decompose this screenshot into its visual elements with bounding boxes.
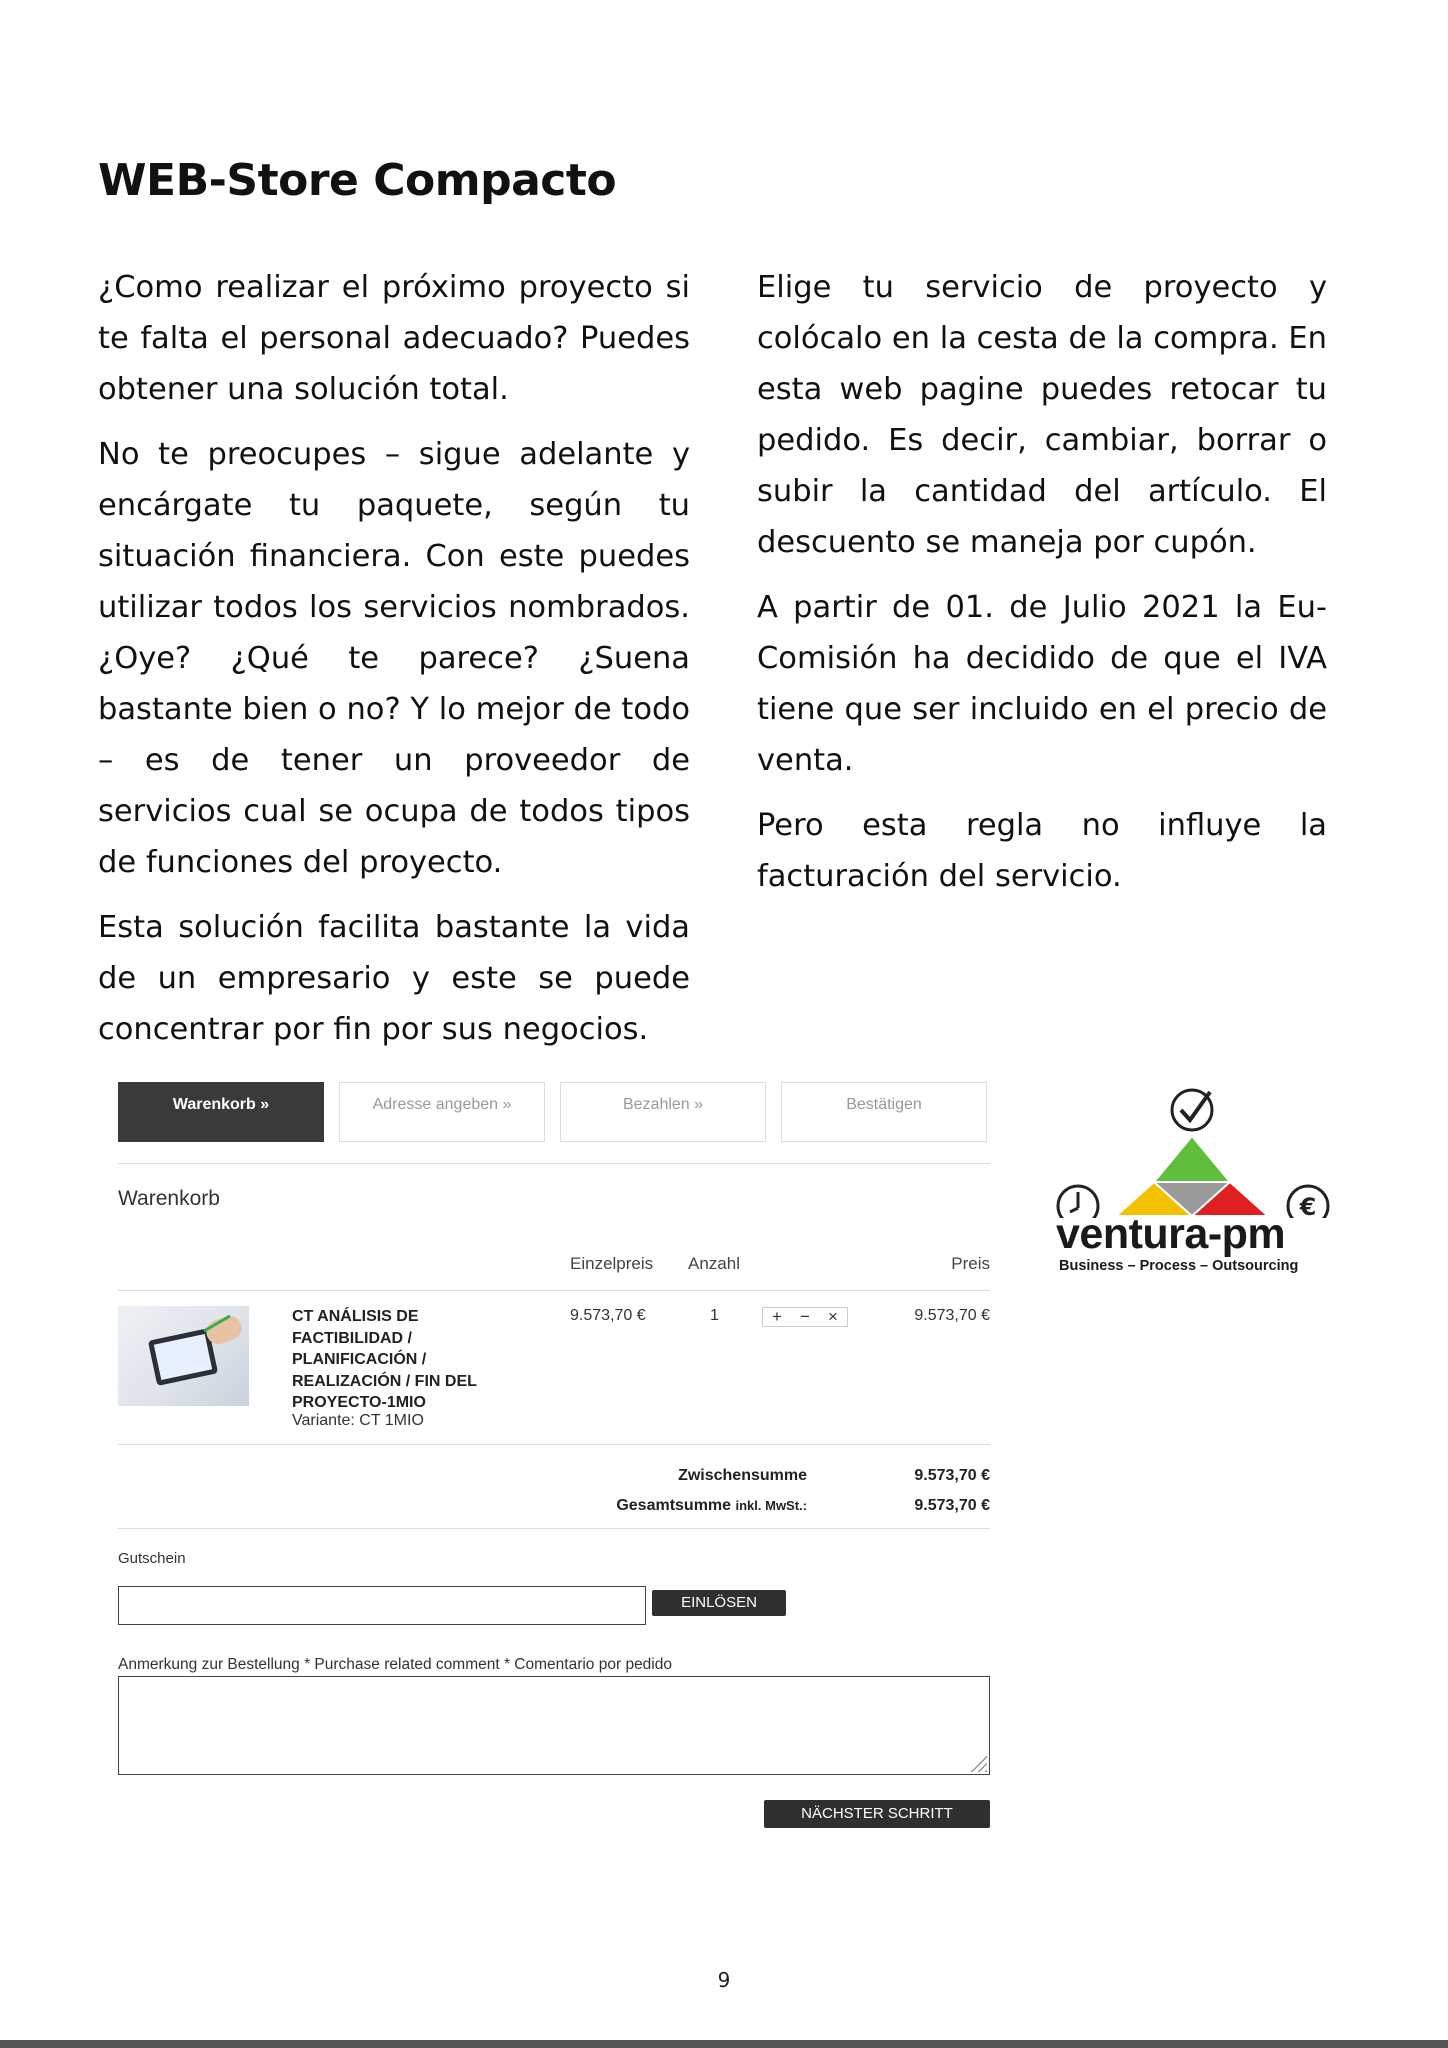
step-cart[interactable]: Warenkorb »: [118, 1082, 324, 1142]
step-payment[interactable]: Bezahlen »: [560, 1082, 766, 1142]
step-address[interactable]: Adresse angeben »: [339, 1082, 545, 1142]
left-text-column: [98, 262, 690, 1069]
redeem-button[interactable]: EINLÖSEN: [652, 1590, 786, 1616]
svg-text:€: €: [1299, 1193, 1317, 1218]
comment-textarea[interactable]: [118, 1676, 990, 1775]
close-icon[interactable]: ×: [828, 1307, 838, 1326]
coupon-label: Gutschein: [118, 1550, 186, 1567]
subtotal-value: 9.573,70 €: [914, 1467, 990, 1484]
paragraph: Pero esta regla no influye la facturación del servicio.: [757, 808, 1327, 894]
logo-tagline: Business – Process – Outsourcing: [1059, 1258, 1299, 1274]
header-quantity: Anzahl: [688, 1254, 740, 1273]
step-confirm[interactable]: Bestätigen: [781, 1082, 987, 1142]
divider: [118, 1163, 990, 1164]
paragraph: A partir de 01. de Julio 2021 la Eu-Comisión ha decidido de que el IVA tiene que ser incluido en el precio de venta.: [757, 590, 1327, 778]
line-price: 9.573,70 €: [914, 1307, 990, 1324]
divider: [118, 1290, 990, 1291]
product-image: [118, 1306, 249, 1406]
header-price: Preis: [951, 1254, 990, 1273]
page-title: WEB-Store Compacto: [98, 155, 617, 206]
checkout-steps: [118, 1082, 990, 1148]
bottom-edge: [0, 2040, 1448, 2048]
coupon-input[interactable]: [118, 1586, 646, 1625]
company-logo: [1050, 1088, 1336, 1280]
header-unit-price: Einzelpreis: [570, 1254, 654, 1273]
total-label-group: [616, 1497, 807, 1515]
comment-label: Anmerkung zur Bestellung * Purchase related comment * Comentario por pedido: [118, 1656, 672, 1673]
product-variant: Variante: CT 1MIO: [292, 1412, 424, 1429]
plus-icon[interactable]: +: [772, 1307, 782, 1326]
product-name[interactable]: CT ANÁLISIS DE FACTIBILIDAD / PLANIFICACIÓN / REALIZACIÓN / FIN DEL PROYECTO-1MIO: [292, 1308, 477, 1411]
paragraph: Esta solución facilita bastante la vida de un empresario y este se puede concentrar por fin por sus negocios.: [98, 910, 690, 1047]
divider: [118, 1528, 990, 1529]
next-step-button[interactable]: NÄCHSTER SCHRITT: [764, 1800, 990, 1828]
cart-title: Warenkorb: [118, 1187, 220, 1210]
paragraph: Elige tu servicio de proyecto y colócalo en la cesta de la compra. En esta web pagine puedes retocar tu pedido. Es decir, cambiar, borrar o subir la cantidad del artículo. El descuento se maneja por cupón.: [757, 270, 1327, 560]
total-value: 9.573,70 €: [914, 1497, 990, 1514]
logo-wordmark: ventura-pm: [1056, 1210, 1286, 1258]
unit-price: 9.573,70 €: [570, 1307, 646, 1324]
paragraph: No te preocupes – sigue adelante y encárgate tu paquete, según tu situación financiera. Con este puedes utilizar todos los servicios nombrados. ¿Oye? ¿Qué te parece? ¿Suena bastante bien o no? Y lo mejor de todo – es de tener un proveedor de servicios cual se ocupa de todos tipos de funciones del proyecto.: [98, 437, 690, 880]
subtotal-label: Zwischensumme: [678, 1467, 807, 1484]
page-number: 9: [717, 1968, 731, 1992]
right-text-column: [757, 262, 1327, 916]
quantity-controls: [762, 1307, 848, 1327]
total-label: Gesamtsumme: [616, 1497, 732, 1514]
resize-handle-icon[interactable]: [969, 1754, 987, 1772]
web-store-screenshot: [118, 1082, 990, 1842]
paragraph: ¿Como realizar el próximo proyecto si te falta el personal adecuado? Puedes obtener una solución total.: [98, 270, 690, 407]
quantity-value: 1: [710, 1307, 719, 1324]
divider: [118, 1444, 990, 1445]
minus-icon[interactable]: −: [800, 1307, 810, 1326]
total-tax-note: inkl. MwSt.:: [735, 1498, 807, 1513]
logo-graphic-icon: [1050, 1088, 1336, 1218]
